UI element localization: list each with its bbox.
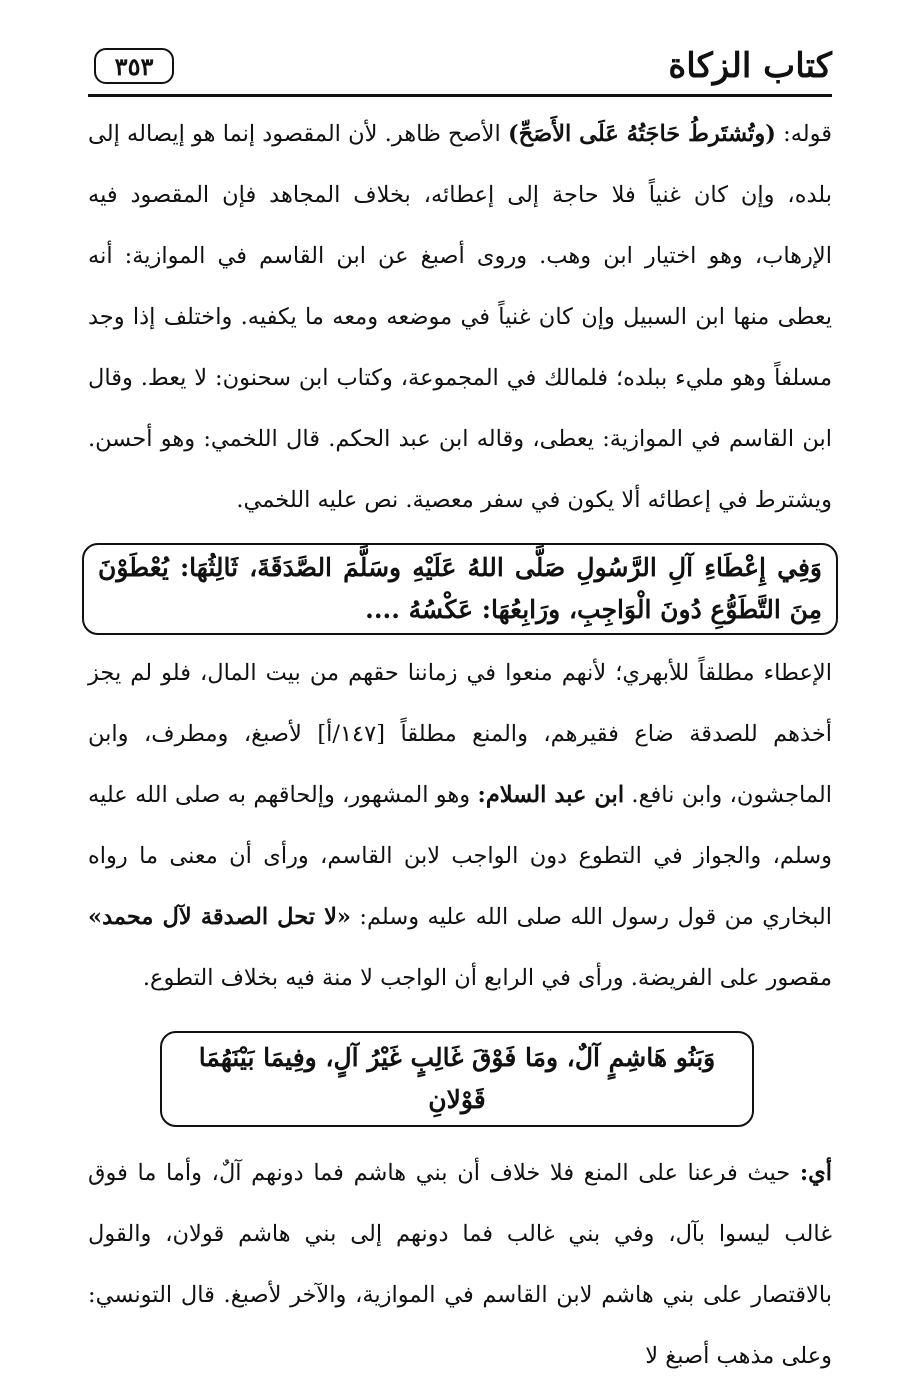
paragraph-1 [88, 104, 832, 531]
paragraph-1-text: الأصح ظاهر. لأن المقصود إنما هو إيصاله إلى بلده، وإن كان غنياً فلا حاجة إلى إعطائه، بخلاف المجاهد فإن المقصود فيه الإرهاب، وهو اختيار ابن وهب. وروى أصبغ عن ابن القاسم في الموازية: أنه يعطى منها ابن السبيل وإن كان غنياً في موضعه ومعه ما يكفيه. واختلف إذا وجد مسلفاً وهو مليء ببلده؛ فلمالك في المجموعة، وكتاب ابن سحنون: لا يعط. وقال ابن القاسم في الموازية: يعطى، وقاله ابن عبد الحكم. قال اللخمي: وهو أحسن. ويشترط في إعطائه ألا يكون في سفر معصية. نص عليه اللخمي. [88, 121, 832, 513]
paragraph-3-lead: أي: [799, 1160, 832, 1186]
speaker-name: ابن عبد السلام: [477, 782, 625, 808]
paragraph-2 [88, 643, 832, 1009]
matn-box-2 [160, 1031, 754, 1127]
page-number-box [94, 48, 174, 84]
matn-quote: (وتُشتَرطُ حَاجَتُهُ عَلَى الأَصَحِّ) [507, 121, 776, 147]
paragraph-2-text-a: الإعطاء مطلقاً للأبهري؛ لأنهم منعوا في زماننا حقهم من بيت المال، فلو لم يجز أخذهم للصدقة ضاع فقيرهم، والمنع مطلقاً [١٤٧/أ] لأصبغ، ومطرف، وابن الماجشون، وابن نافع. [88, 660, 832, 808]
page-content [88, 102, 832, 1387]
paragraph-2-text-b: وهو المشهور، وإلحاقهم به صلى الله عليه وسلم، والجواز في التطوع دون الواجب لابن القاسم، ورأى أن معنى ما رواه البخاري من قول رسول الله صلى الله عليه وسلم: [88, 782, 832, 930]
matn-box-2-text: وَبَنُو هَاشِمٍ آلٌ، ومَا فَوْقَ غَالِبٍ غَيْرُ آلٍ، وفِيمَا بَيْنَهُمَا قَوْلانِ [198, 1043, 716, 1114]
paragraph-3 [88, 1143, 832, 1387]
paragraph-1-lead: قوله: [775, 121, 833, 147]
page-number: ٣٥٣ [114, 51, 154, 81]
paragraph-3-text: حيث فرعنا على المنع فلا خلاف أن بني هاشم فما دونهم آلٌ، وأما ما فوق غالب ليسوا بآل، وفي بني غالب فما دونهم إلى بني هاشم قولان، والقول بالاقتصار على بني هاشم لابن القاسم في الموازية، والآخر لأصبغ. قال التونسي: وعلى مذهب أصبغ لا [88, 1160, 832, 1369]
paragraph-2-text-c: مقصور على الفريضة. ورأى في الرابع أن الواجب لا منة فيه بخلاف التطوع. [142, 965, 832, 991]
matn-box-1 [82, 543, 838, 635]
header-rule [88, 94, 832, 97]
book-title: كتاب الزكاة [668, 46, 832, 86]
page-header [88, 40, 832, 96]
matn-box-1-text: وَفِي إِعْطَاءِ آلِ الرَّسُولِ صَلَّى اللهُ عَلَيْهِ وسَلَّمَ الصَّدَقَةَ، ثَالِثُهَا: يُعْطَوْنَ مِنَ التَّطَوُّعِ دُونَ الْوَاجِبِ، ورَابِعُهَا: عَكْسُهُ .... [98, 553, 822, 624]
hadith-quote: «لا تحل الصدقة لآل محمد» [88, 904, 351, 930]
